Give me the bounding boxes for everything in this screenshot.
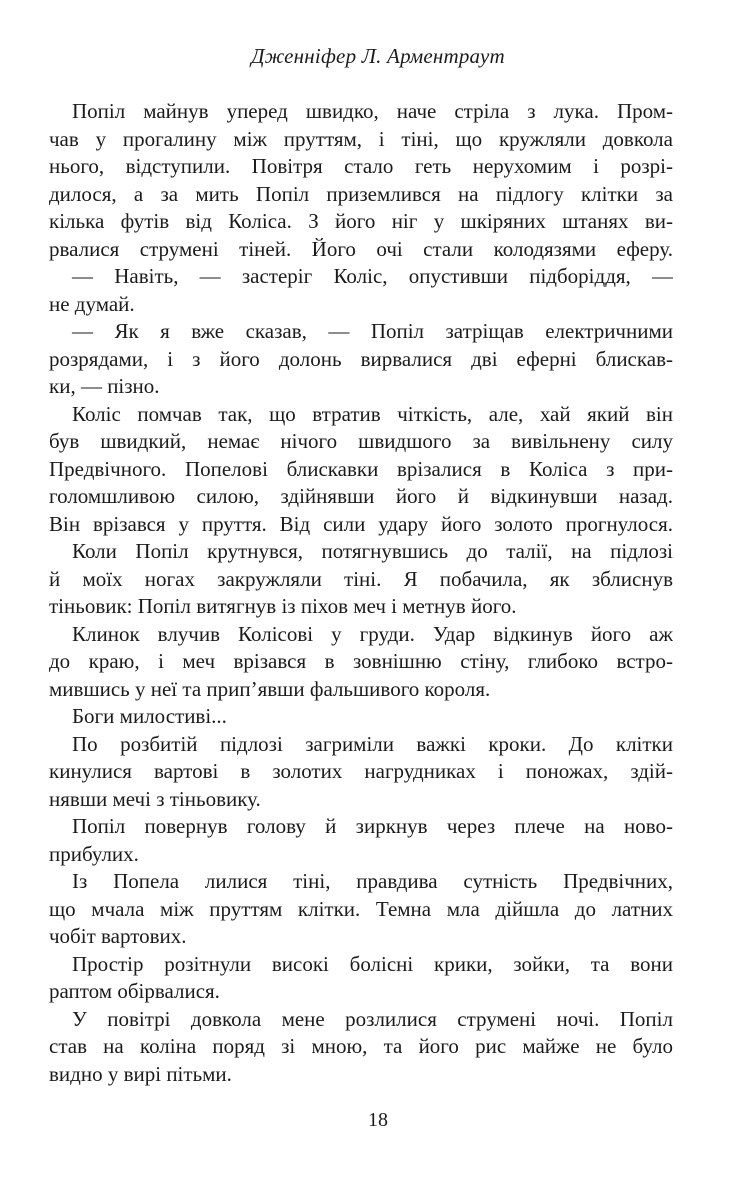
paragraph xyxy=(49,538,673,621)
paragraph xyxy=(49,951,673,1006)
text-line: Із Попела лилися тіні, правдива сутність Предвічних, xyxy=(72,869,673,893)
text-line: Предвічного. Попелові блискавки врізалися в Коліса з при- xyxy=(49,456,673,481)
body-text xyxy=(49,98,673,1088)
text-line: — Як я вже сказав, — Попіл затріщав електричними xyxy=(72,319,673,343)
text-line: нього, відступили. Повітря стало геть нерухомим і розрі- xyxy=(49,154,673,178)
text-line: У повітрі довкола мене розлилися струмені ночі. Попіл xyxy=(72,1006,673,1031)
paragraph xyxy=(49,1006,673,1089)
text-line: й моїх ногах закружляли тіні. Я побачила, як зблиснув xyxy=(49,566,673,591)
text-line: голомшливою силою, здійнявши його й відкинувши назад. xyxy=(49,484,673,508)
text-line: Попіл повернув голову й зиркнув через плече на ново- xyxy=(72,814,673,838)
text-line: що мчала між пруттям клітки. Темна мла дійшла до латних xyxy=(49,896,673,921)
text-line: — Навіть, — застеріг Коліс, опустивши підборіддя, — xyxy=(72,264,673,288)
paragraph xyxy=(49,401,673,539)
text-line: був швидкий, немає нічого швидшого за вивільнену силу xyxy=(49,429,673,453)
text-line: став на коліна поряд зі мною, та його рис майже не було xyxy=(49,1034,673,1058)
text-line: кілька футів від Коліса. З його ніг у шкіряних штанях ви- xyxy=(49,209,673,233)
paragraph xyxy=(49,813,673,868)
paragraph xyxy=(49,263,673,318)
running-head: Дженніфер Л. Арментраут xyxy=(251,44,505,68)
text-line: до краю, і меч врізався в зовнішню стіну, глибоко встро- xyxy=(49,649,673,673)
paragraph xyxy=(49,731,673,814)
text-line: Коліс помчав так, що втратив чіткість, але, хай який він xyxy=(72,401,673,426)
text-line: Попіл майнув уперед швидко, наче стріла з лука. Пром- xyxy=(72,99,673,123)
text-line: чав у прогалину між пруттям, і тіні, що кружляли довкола xyxy=(49,126,673,151)
text-line: ки, — пізно. xyxy=(49,374,160,398)
text-line: рвалися струмені тіней. Його очі стали колодязями еферу. xyxy=(49,236,673,261)
text-line: Боги милостиві... xyxy=(72,704,227,728)
text-line: Простір розітнули високі болісні крики, зойки, та вони xyxy=(72,951,673,976)
text-line: раптом обірвалися. xyxy=(49,979,220,1003)
text-line: тіньовик: Попіл витягнув із піхов меч і метнув його. xyxy=(49,594,517,618)
paragraph xyxy=(49,318,673,401)
text-line: прибулих. xyxy=(49,841,139,866)
paragraph xyxy=(49,703,673,731)
text-line: Він врізався у пруття. Від сили удару його золото прогнулося. xyxy=(49,511,673,536)
text-line: кинулися вартові в золотих нагрудниках і поножах, здій- xyxy=(49,759,673,783)
text-line: По розбитій підлозі загриміли важкі кроки. До клітки xyxy=(72,731,673,756)
text-line: чобіт вартових. xyxy=(49,924,187,948)
paragraph xyxy=(49,98,673,263)
paragraph xyxy=(49,621,673,704)
text-line: дилося, а за мить Попіл приземлився на підлогу клітки за xyxy=(49,181,673,206)
text-line: Клинок влучив Колісові у груди. Удар відкинув його аж xyxy=(72,621,673,646)
text-line: нявши мечі з тіньовику. xyxy=(49,786,261,811)
text-line: видно у вирі пітьми. xyxy=(49,1061,232,1086)
paragraph xyxy=(49,868,673,951)
text-line: не думай. xyxy=(49,291,135,316)
text-line: розрядами, і з його долонь вирвалися дві еферні блискав- xyxy=(49,346,673,371)
page-number: 18 xyxy=(368,1109,388,1131)
text-line: Коли Попіл крутнувся, потягнувшись до талії, на підлозі xyxy=(72,539,673,563)
text-line: мившись у неї та прип’явши фальшивого короля. xyxy=(49,676,491,701)
